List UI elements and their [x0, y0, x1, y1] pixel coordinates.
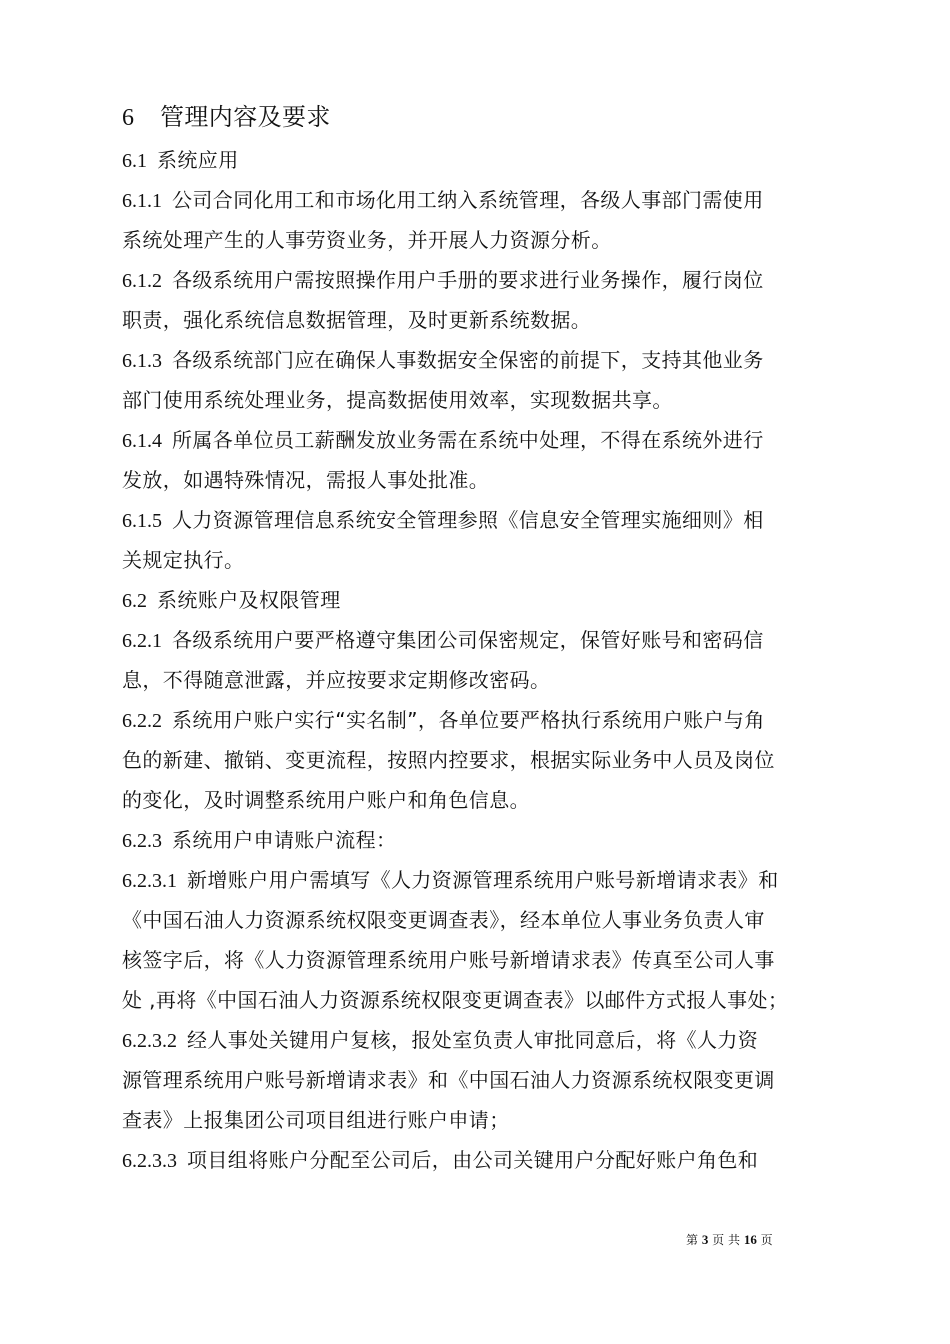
page-footer: [686, 1232, 773, 1248]
paragraph-line: [122, 1068, 837, 1092]
clause-text: 系统账户及权限管理: [157, 588, 341, 612]
paragraph-line: [122, 908, 837, 932]
clause-text: 《中国石油人力资源系统权限变更调查表》，经本单位人事业务负责人审: [122, 908, 765, 932]
clause-text: 系统用户申请账户流程：: [172, 828, 397, 852]
clause-text: 源管理系统用户账号新增请求表》和《中国石油人力资源系统权限变更调: [122, 1068, 775, 1092]
section-number: 6: [122, 105, 134, 131]
section-heading: [122, 102, 837, 133]
paragraph-line: [122, 548, 837, 572]
clause-number: 6.1.5: [122, 510, 162, 532]
paragraph-line-numbered: [122, 868, 837, 893]
clause-number: 6.1.4: [122, 430, 162, 452]
paragraph-line-numbered: [122, 708, 837, 733]
paragraph-line-numbered: [122, 188, 837, 213]
paragraph-line: [122, 1108, 837, 1132]
clause-number: 6.2.3: [122, 830, 162, 852]
paragraph-line-numbered: [122, 828, 837, 853]
paragraph-line-numbered: [122, 148, 837, 173]
clause-text: 经人事处关键用户复核，报处室负责人审批同意后，将《人力资: [187, 1028, 759, 1052]
clause-text: 息，不得随意泄露，并应按要求定期修改密码。: [122, 668, 551, 692]
paragraph-line-numbered: [122, 428, 837, 453]
paragraph-line: [122, 308, 837, 332]
clause-number: 6.1: [122, 150, 147, 172]
clause-number: 6.2.3.3: [122, 1150, 177, 1172]
paragraph-line-numbered: [122, 508, 837, 533]
paragraph-line: [122, 228, 837, 252]
clause-number: 6.2: [122, 590, 147, 612]
paragraph-line: [122, 668, 837, 692]
clause-number: 6.2.2: [122, 710, 162, 732]
clause-text: 关规定执行。: [122, 548, 245, 572]
clause-text: 部门使用系统处理业务，提高数据使用效率，实现数据共享。: [122, 388, 673, 412]
footer-page-number: 3: [701, 1232, 709, 1247]
footer-total-pages: 16: [743, 1232, 757, 1247]
paragraph-line-numbered: [122, 348, 837, 373]
footer-suffix: 页: [760, 1233, 773, 1247]
section-title: 管理内容及要求: [160, 103, 331, 131]
clause-text: 系统用户账户实行“实名制”，各单位要严格执行系统用户账户与角: [172, 708, 765, 732]
clause-text: 查表》上报集团公司项目组进行账户申请；: [122, 1108, 510, 1132]
paragraph-line: [122, 468, 837, 492]
paragraph-line-numbered: [122, 268, 837, 293]
paragraph-line: [122, 388, 837, 412]
clause-text: 色的新建、撤销、变更流程，按照内控要求，根据实际业务中人员及岗位: [122, 748, 775, 772]
clause-number: 6.1.3: [122, 350, 162, 372]
clause-text: 各级系统部门应在确保人事数据安全保密的前提下，支持其他业务: [172, 348, 764, 372]
clause-number: 6.2.3.1: [122, 870, 177, 892]
clause-text: 的变化，及时调整系统用户账户和角色信息。: [122, 788, 530, 812]
clause-text: 职责，强化系统信息数据管理，及时更新系统数据。: [122, 308, 592, 332]
clause-text: 系统处理产生的人事劳资业务，并开展人力资源分析。: [122, 228, 612, 252]
clause-text: 各级系统用户要严格遵守集团公司保密规定，保管好账号和密码信: [172, 628, 764, 652]
clause-text: 核签字后，将《人力资源管理系统用户账号新增请求表》传真至公司人事: [122, 948, 775, 972]
clause-number: 6.2.1: [122, 630, 162, 652]
clause-text: 所属各单位员工薪酬发放业务需在系统中处理，不得在系统外进行: [172, 428, 764, 452]
paragraph-line-numbered: [122, 628, 837, 653]
paragraph-line: [122, 988, 837, 1012]
paragraph-line-numbered: [122, 1148, 837, 1173]
paragraph-line: [122, 788, 837, 812]
paragraph-line: [122, 748, 837, 772]
clause-text: 公司合同化用工和市场化用工纳入系统管理，各级人事部门需使用: [172, 188, 764, 212]
paragraph-line: [122, 948, 837, 972]
clause-text: 各级系统用户需按照操作用户手册的要求进行业务操作，履行岗位: [172, 268, 764, 292]
paragraph-line-numbered: [122, 1028, 837, 1053]
clause-text: 新增账户用户需填写《人力资源管理系统用户账号新增请求表》和: [187, 868, 779, 892]
paragraph-line-numbered: [122, 588, 837, 613]
clause-text: 系统应用: [157, 148, 239, 172]
clause-text: 项目组将账户分配至公司后，由公司关键用户分配好账户角色和: [187, 1148, 759, 1172]
footer-middle: 页 共: [712, 1233, 740, 1247]
clause-text: 处 ,再将《中国石油人力资源系统权限变更调查表》以邮件方式报人事处；: [122, 988, 789, 1012]
clause-number: 6.2.3.2: [122, 1030, 177, 1052]
clause-text: 人力资源管理信息系统安全管理参照《信息安全管理实施细则》相: [172, 508, 764, 532]
footer-prefix: 第: [686, 1233, 699, 1247]
clause-number: 6.1.2: [122, 270, 162, 292]
clause-text: 发放，如遇特殊情况，需报人事处批准。: [122, 468, 490, 492]
clause-number: 6.1.1: [122, 190, 162, 212]
